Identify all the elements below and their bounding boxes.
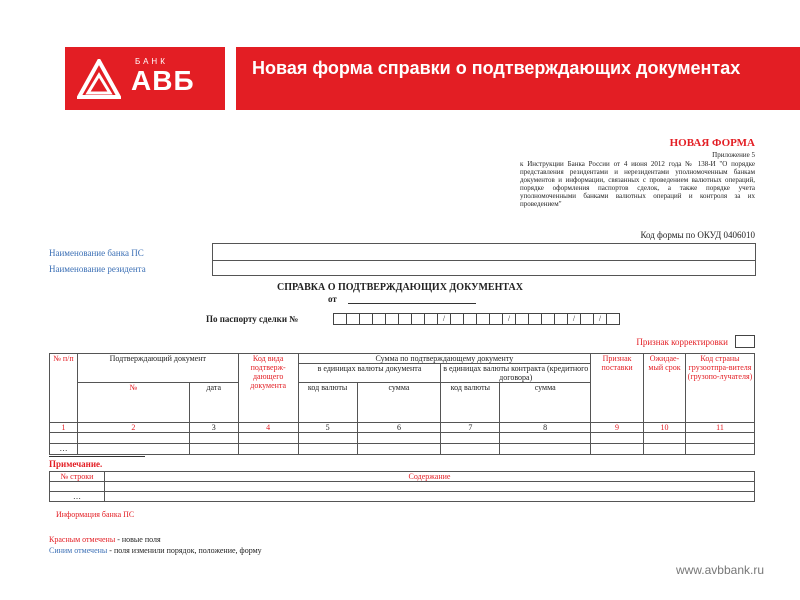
note-table: [49, 471, 755, 502]
col-number: 10: [644, 423, 686, 433]
date-from-label: от: [328, 294, 337, 304]
passport-separator: /: [567, 313, 581, 325]
passport-box: [359, 313, 373, 325]
passport-box: [411, 313, 425, 325]
logo-text: АВБ: [131, 65, 195, 96]
note-cell[interactable]: [50, 482, 105, 492]
note-row: [50, 482, 755, 492]
table-cell[interactable]: [644, 444, 686, 455]
passport-box: [476, 313, 490, 325]
header-amount-2: сумма: [500, 383, 591, 423]
passport-box: [372, 313, 386, 325]
table-cell[interactable]: [77, 433, 189, 444]
table-cell[interactable]: [298, 433, 357, 444]
header-sum: Сумма по подтверждающему документу: [298, 354, 590, 364]
col-number: 8: [500, 423, 591, 433]
header-doc-date: дата: [189, 383, 238, 423]
col-number: 11: [685, 423, 754, 433]
bank-info-label: Информация банка ПС: [56, 510, 135, 519]
header-doc-kind: Код вида подтверж-дающего документа: [238, 354, 298, 423]
col-number: 9: [591, 423, 644, 433]
note-row: [50, 492, 755, 502]
instruction-text: к Инструкции Банка России от 4 июня 2012 года № 138-И "О порядке представления резидентами и нерезидентами уполномоченным банкам документов и информации, связанных с проведением валютных операций, порядке оформления паспортов сделок, а также порядке учета уполномоченными банками валютных операций и контроля за их проведением": [520, 160, 755, 208]
table-row: [50, 433, 755, 444]
correction-box[interactable]: [735, 335, 755, 348]
table-cell[interactable]: [357, 444, 441, 455]
passport-box: [580, 313, 594, 325]
documents-table: [49, 353, 755, 455]
date-field[interactable]: [348, 303, 476, 304]
passport-box: [489, 313, 503, 325]
passport-box: [463, 313, 477, 325]
ellipsis-cell: …: [50, 444, 78, 455]
table-cell[interactable]: [238, 433, 298, 444]
col-number: 3: [189, 423, 238, 433]
table-cell[interactable]: [441, 433, 500, 444]
passport-label: По паспорту сделки №: [206, 314, 299, 324]
col-number: 5: [298, 423, 357, 433]
correction-label: Признак корректировки: [636, 337, 728, 347]
legend-red: [49, 535, 161, 544]
note-cell[interactable]: [105, 492, 755, 502]
passport-box: [554, 313, 568, 325]
resident-name-label: Наименование резидента: [49, 264, 146, 274]
legend-red-label: Красным отмечены: [49, 535, 116, 544]
header-amount-1: сумма: [357, 383, 441, 423]
logo-small-text: БАНК: [135, 57, 168, 66]
passport-box: [424, 313, 438, 325]
logo-triangle-icon: [77, 59, 121, 99]
passport-box: [606, 313, 620, 325]
passport-box: [450, 313, 464, 325]
legend-blue-desc: - поля изменили порядок, положение, форму: [107, 546, 262, 555]
table-cell[interactable]: [50, 433, 78, 444]
header-country: Код страны грузоотпра-вителя (грузопо-лучателя): [685, 354, 754, 423]
passport-box: [385, 313, 399, 325]
resident-name-field[interactable]: [212, 259, 756, 276]
legend-blue: [49, 546, 262, 555]
table-cell[interactable]: [685, 433, 754, 444]
legend-red-desc: - новые поля: [115, 535, 161, 544]
document-title: СПРАВКА О ПОДТВЕРЖДАЮЩИХ ДОКУМЕНТАХ: [277, 282, 523, 293]
col-number: 7: [441, 423, 500, 433]
note-divider: [49, 456, 145, 457]
passport-box: [346, 313, 360, 325]
header-currency-code-1: код валюты: [298, 383, 357, 423]
table-cell[interactable]: [238, 444, 298, 455]
note-ellipsis: …: [50, 492, 105, 502]
table-cell[interactable]: [500, 433, 591, 444]
note-content-header: Содержание: [105, 472, 755, 482]
header-num: № п/п: [50, 354, 78, 423]
header-document: Подтверждающий документ: [77, 354, 238, 383]
appendix-label: Приложение 5: [712, 151, 755, 159]
okud-label: Код формы по ОКУД 0406010: [640, 230, 755, 240]
passport-box: [528, 313, 542, 325]
passport-box: [515, 313, 529, 325]
passport-separator: /: [593, 313, 607, 325]
col-number: 4: [238, 423, 298, 433]
bank-logo: [65, 47, 225, 110]
passport-separator: /: [502, 313, 516, 325]
website-link[interactable]: www.avbbank.ru: [675, 563, 764, 577]
passport-box: [333, 313, 347, 325]
note-title: Примечание.: [49, 459, 103, 469]
table-cell[interactable]: [591, 444, 644, 455]
header-currency-code-2: код валюты: [441, 383, 500, 423]
note-row-header: № строки: [50, 472, 105, 482]
passport-box: [541, 313, 555, 325]
header-sum-contract: в единицах валюты контракта (кредитного договора): [441, 364, 591, 383]
table-cell[interactable]: [685, 444, 754, 455]
header-expected: Ожидае-мый срок: [644, 354, 686, 423]
table-cell[interactable]: [77, 444, 189, 455]
slide-title: Новая форма справки о подтверждающих документах: [252, 58, 741, 78]
table-cell[interactable]: [189, 433, 238, 444]
col-number: 6: [357, 423, 441, 433]
table-cell[interactable]: [357, 433, 441, 444]
header-doc-number: №: [77, 383, 189, 423]
header-delivery: Признак поставки: [591, 354, 644, 423]
new-form-label: НОВАЯ ФОРМА: [669, 137, 755, 149]
table-cell[interactable]: [298, 444, 357, 455]
col-number: 2: [77, 423, 189, 433]
column-numbers-row: [50, 423, 755, 433]
legend-blue-label: Синим отмечены: [49, 546, 108, 555]
header-sum-doc: в единицах валюты документа: [298, 364, 441, 383]
note-cell[interactable]: [105, 482, 755, 492]
bank-name-label: Наименование банка ПС: [49, 248, 144, 258]
table-cell[interactable]: [500, 444, 591, 455]
table-row: [50, 444, 755, 455]
passport-separator: /: [437, 313, 451, 325]
table-cell[interactable]: [441, 444, 500, 455]
col-number: 1: [50, 423, 78, 433]
table-cell[interactable]: [189, 444, 238, 455]
passport-box: [398, 313, 412, 325]
table-cell[interactable]: [591, 433, 644, 444]
passport-number-boxes[interactable]: [334, 313, 620, 325]
table-cell[interactable]: [644, 433, 686, 444]
